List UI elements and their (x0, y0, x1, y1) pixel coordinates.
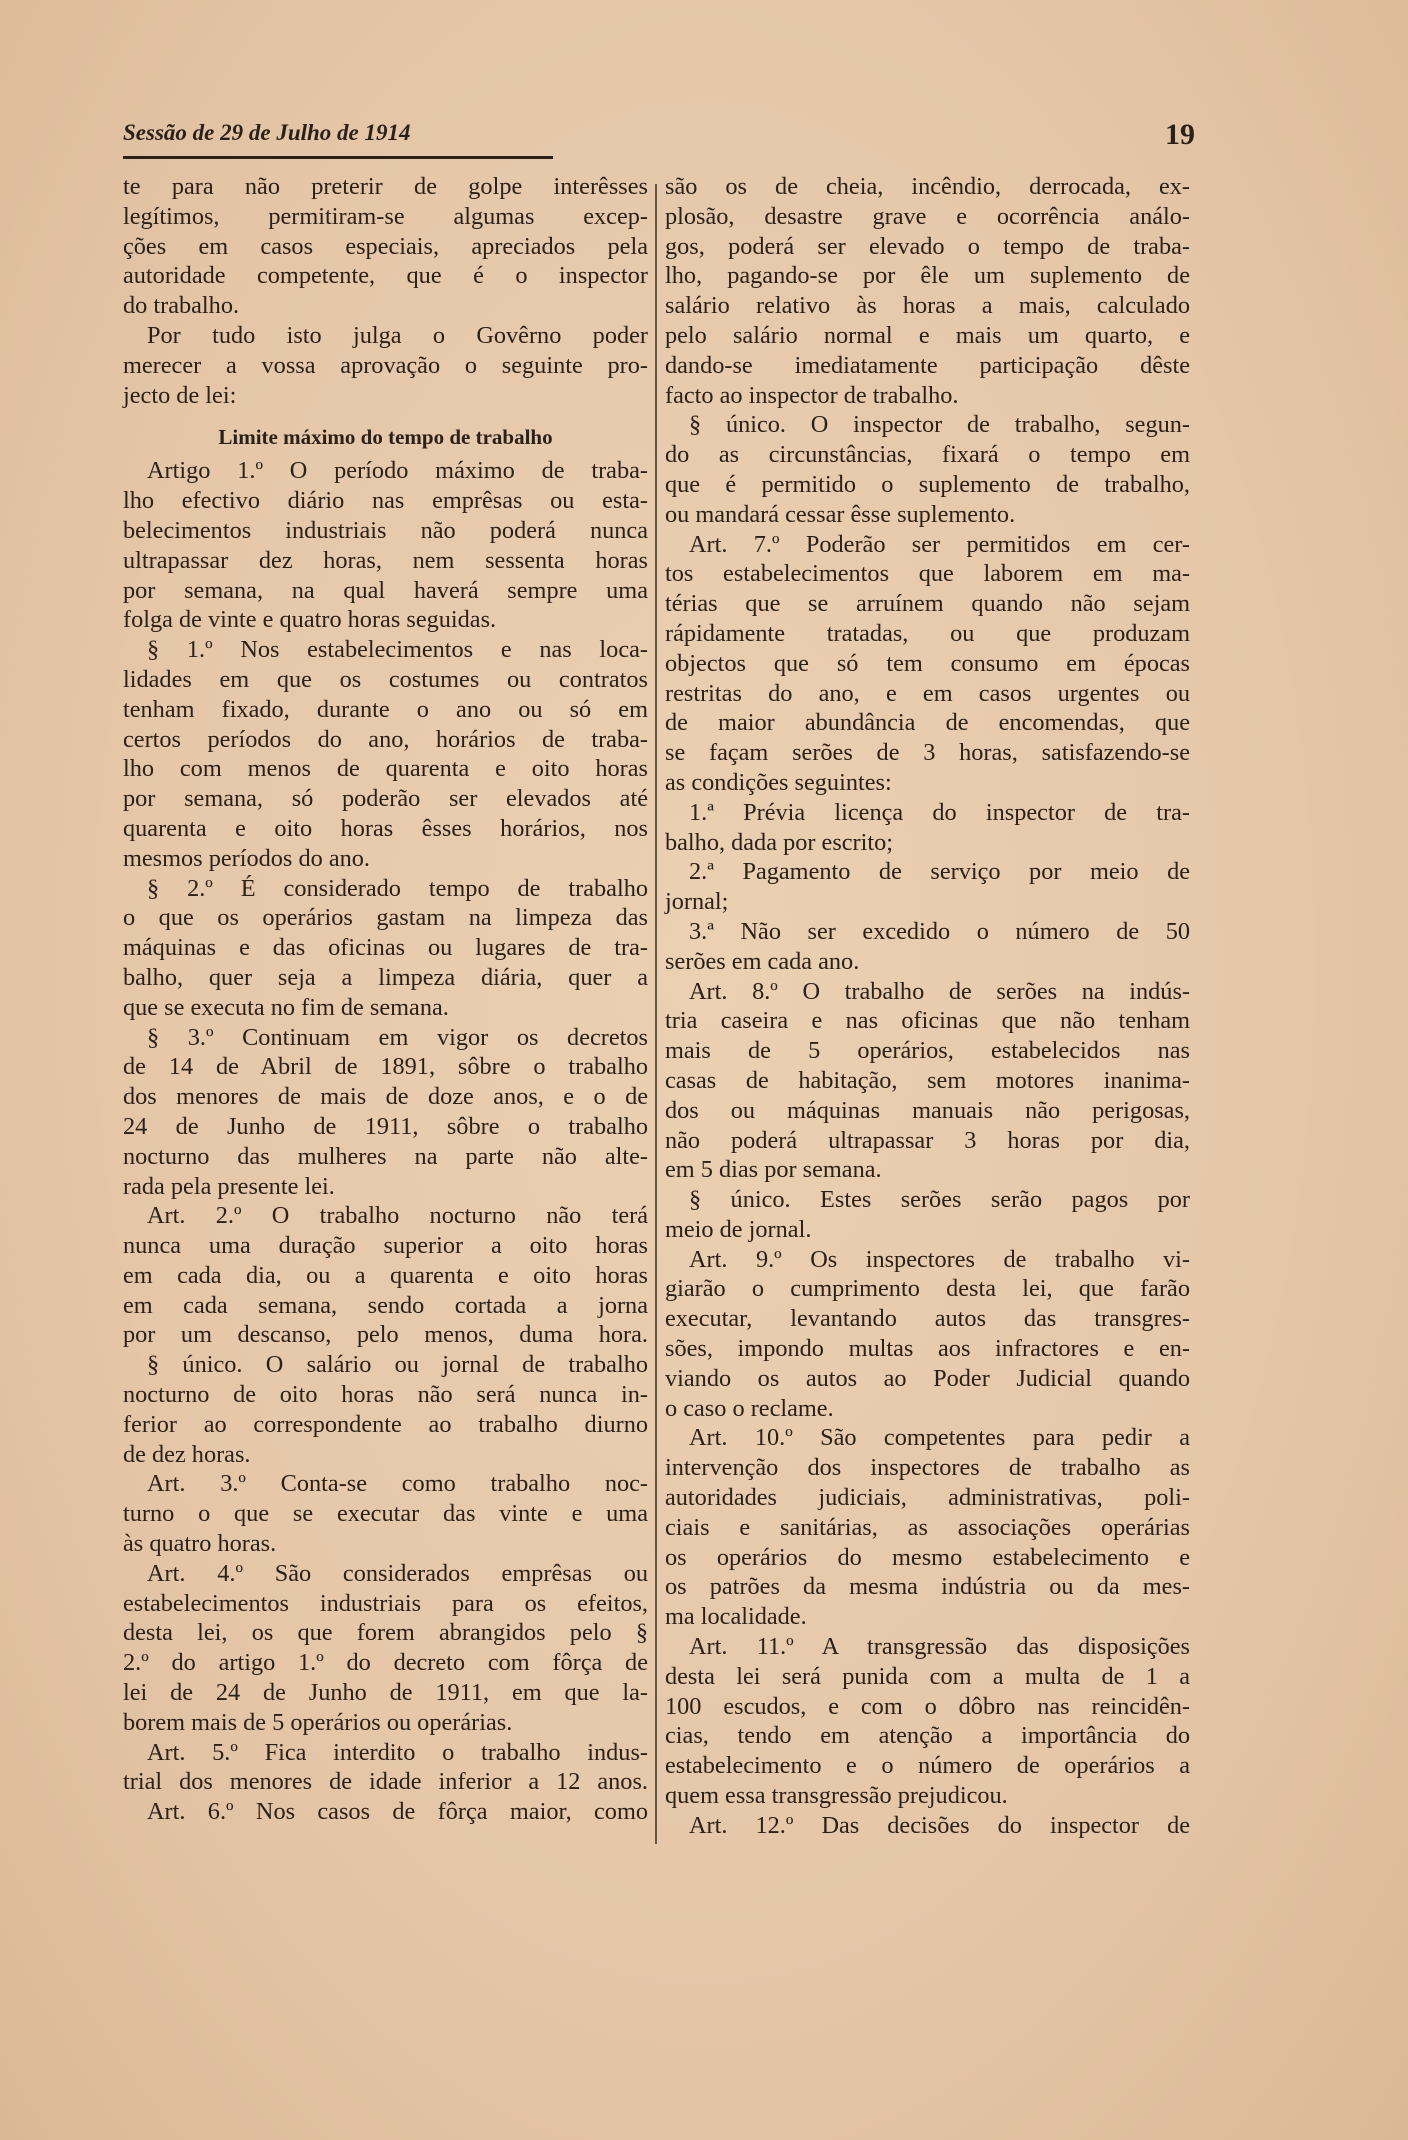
right-column (665, 172, 1190, 1841)
text-line: de 14 de Abril de 1891, sôbre o trabalho (123, 1053, 648, 1081)
text-line: às quatro horas. (123, 1530, 277, 1558)
text-line: objectos que só tem consumo em épocas (665, 649, 1190, 677)
text-line: em 5 dias por semana. (665, 1156, 882, 1184)
text-line: certos períodos do ano, horários de traba- (123, 725, 648, 753)
text-line: casas de habitação, sem motores inanima- (665, 1066, 1190, 1094)
text-line: rada pela presente lei. (123, 1172, 335, 1200)
text-line: do as circunstâncias, fixará o tempo em (665, 441, 1190, 469)
text-line: em cada semana, sendo cortada a jorna (123, 1291, 648, 1319)
text-line: § único. Estes serões serão pagos por (689, 1186, 1190, 1214)
text-line: legítimos, permitiram-se algumas excep- (123, 202, 648, 230)
text-line: ferior ao correspondente ao trabalho diurno (123, 1410, 648, 1438)
text-line: § 2.º É considerado tempo de trabalho (147, 874, 648, 902)
text-line: estabelecimentos industriais para os efeitos, (123, 1589, 648, 1617)
text-line: Por tudo isto julga o Govêrno poder (147, 321, 648, 349)
text-line: autoridades judiciais, administrativas, poli- (665, 1484, 1190, 1512)
text-line: Art. 12.º Das decisões do inspector de (689, 1811, 1190, 1839)
text-line: lho efectivo diário nas emprêsas ou esta- (123, 487, 648, 515)
text-line: do trabalho. (123, 292, 240, 320)
text-line: Art. 6.º Nos casos de fôrça maior, como (147, 1798, 648, 1826)
text-line: pelo salário normal e mais um quarto, e (665, 321, 1190, 349)
running-head: Sessão de 29 de Julho de 1914 (123, 120, 411, 145)
text-line: Art. 2.º O trabalho nocturno não terá (147, 1202, 648, 1230)
text-line: salário relativo às horas a mais, calculado (665, 292, 1190, 320)
text-line: sões, impondo multas aos infractores e en- (665, 1335, 1190, 1363)
text-line: de dez horas. (123, 1440, 251, 1468)
text-line: giarão o cumprimento desta lei, que farão (665, 1275, 1190, 1303)
column-divider (655, 184, 657, 1844)
text-line: nocturno de oito horas não será nunca in- (123, 1381, 648, 1409)
text-line: os operários do mesmo estabelecimento e (665, 1543, 1190, 1571)
text-line: 2.ª Pagamento de serviço por meio de (689, 858, 1190, 886)
text-line: 100 escudos, e com o dôbro nas reincidên- (665, 1692, 1190, 1720)
text-line: mais de 5 operários, estabelecidos nas (665, 1037, 1190, 1065)
text-line: te para não preterir de golpe interêsses (123, 173, 648, 200)
text-line: os patrões da mesma indústria ou da mes- (665, 1573, 1190, 1601)
section-heading: Limite máximo do tempo de trabalho (218, 425, 553, 450)
text-line: mesmos períodos do ano. (123, 844, 370, 872)
text-line: se façam serões de 3 horas, satisfazendo-se (665, 739, 1190, 767)
text-line: autoridade competente, que é o inspector (123, 262, 648, 290)
text-line: lho com menos de quarenta e oito horas (123, 755, 648, 783)
text-line: trial dos menores de idade inferior a 12 anos. (123, 1768, 648, 1796)
text-line: o que os operários gastam na limpeza das (123, 904, 648, 932)
text-line: jecto de lei: (123, 381, 237, 409)
text-line: Art. 11.º A transgressão das disposições (689, 1633, 1190, 1661)
text-line: que é permitido o suplemento de trabalho, (665, 470, 1190, 498)
text-line: lidades em que os costumes ou contratos (123, 665, 648, 693)
text-line: Art. 4.º São considerados emprêsas ou (147, 1559, 648, 1587)
text-line: por semana, na qual haverá sempre uma (123, 576, 648, 604)
text-line: balho, quer seja a limpeza diária, quer a (123, 963, 648, 991)
text-line: 3.ª Não ser excedido o número de 50 (689, 917, 1190, 945)
text-line: ciais e sanitárias, as associações operárias (665, 1513, 1190, 1541)
text-line: em cada dia, ou a quarenta e oito horas (123, 1261, 648, 1289)
text-line: 1.ª Prévia licença do inspector de tra- (689, 798, 1190, 826)
text-line: dos menores de mais de doze anos, e o de (123, 1083, 648, 1111)
text-line: nocturno das mulheres na parte não alte- (123, 1142, 648, 1170)
text-line: estabelecimento e o número de operários a (665, 1752, 1190, 1780)
text-line: meio de jornal. (665, 1215, 812, 1243)
text-line: nunca uma duração superior a oito horas (123, 1232, 648, 1260)
text-line: rápidamente tratadas, ou que produzam (665, 619, 1190, 647)
text-line: ultrapassar dez horas, nem sessenta horas (123, 546, 648, 574)
text-line: § 1.º Nos estabelecimentos e nas loca- (147, 636, 648, 664)
text-line: Art. 3.º Conta-se como trabalho noc- (147, 1470, 648, 1498)
text-line: restritas do ano, e em casos urgentes ou (665, 679, 1190, 707)
text-line: folga de vinte e quatro horas seguidas. (123, 606, 497, 634)
text-line: são os de cheia, incêndio, derrocada, ex- (665, 173, 1190, 200)
text-line: turno o que se executar das vinte e uma (123, 1500, 648, 1528)
text-line: que se executa no fim de semana. (123, 993, 449, 1021)
text-line: serões em cada ano. (665, 947, 860, 975)
text-line: Art. 8.º O trabalho de serões na indús- (689, 977, 1190, 1005)
text-line: desta lei será punida com a multa de 1 a (665, 1662, 1190, 1690)
text-line: borem mais de 5 operários ou operárias. (123, 1708, 513, 1736)
text-line: ma localidade. (665, 1603, 807, 1631)
text-line: facto ao inspector de trabalho. (665, 381, 959, 409)
text-line: máquinas e das oficinas ou lugares de tra- (123, 934, 648, 962)
text-line: tos estabelecimentos que laborem em ma- (665, 560, 1190, 588)
page-number: 19 (1165, 118, 1195, 151)
text-line: lho, pagando-se por êle um suplemento de (665, 262, 1190, 290)
text-line: § único. O salário ou jornal de trabalho (147, 1351, 648, 1379)
text-line: Artigo 1.º O período máximo de traba- (147, 457, 648, 485)
text-line: tria caseira e nas oficinas que não tenham (665, 1007, 1190, 1035)
text-line: quem essa transgressão prejudicou. (665, 1782, 1008, 1810)
text-line: viando os autos ao Poder Judicial quando (665, 1364, 1190, 1392)
text-line: de maior abundância de encomendas, que (665, 709, 1190, 737)
text-line: térias que se arruínem quando não sejam (665, 590, 1190, 618)
text-line: não poderá ultrapassar 3 horas por dia, (665, 1126, 1190, 1154)
text-line: cias, tendo em atenção a importância do (665, 1722, 1190, 1750)
text-line: § 3.º Continuam em vigor os decretos (147, 1023, 648, 1051)
text-line: por um descanso, pelo menos, duma hora. (123, 1321, 648, 1349)
text-line: 2.º do artigo 1.º do decreto com fôrça de (123, 1649, 648, 1677)
text-line: lei de 24 de Junho de 1911, em que la- (123, 1679, 648, 1707)
text-line: dando-se imediatamente participação dêste (665, 351, 1190, 379)
text-line: as condições seguintes: (665, 768, 892, 796)
text-line: quarenta e oito horas êsses horários, nos (123, 814, 648, 842)
text-line: jornal; (665, 888, 729, 916)
left-column (123, 172, 648, 1827)
text-line: belecimentos industriais não poderá nunca (123, 516, 648, 544)
text-line: Art. 5.º Fica interdito o trabalho indus- (147, 1738, 648, 1766)
header-rule (123, 156, 553, 159)
text-line: Art. 10.º São competentes para pedir a (689, 1424, 1190, 1452)
text-line: tenham fixado, durante o ano ou só em (123, 695, 648, 723)
text-line: merecer a vossa aprovação o seguinte pro- (123, 351, 648, 379)
text-line: dos ou máquinas manuais não perigosas, (665, 1096, 1190, 1124)
text-line: 24 de Junho de 1911, sôbre o trabalho (123, 1112, 648, 1140)
text-line: o caso o reclame. (665, 1394, 834, 1422)
text-line: executar, levantando autos das transgres- (665, 1305, 1190, 1333)
text-line: Art. 7.º Poderão ser permitidos em cer- (689, 530, 1190, 558)
text-line: gos, poderá ser elevado o tempo de traba- (665, 232, 1190, 260)
text-line: § único. O inspector de trabalho, segun- (689, 411, 1190, 439)
text-line: desta lei, os que forem abrangidos pelo § (123, 1619, 648, 1647)
text-line: balho, dada por escrito; (665, 828, 894, 856)
text-line: Art. 9.º Os inspectores de trabalho vi- (689, 1245, 1190, 1273)
text-line: ções em casos especiais, apreciados pela (123, 232, 648, 260)
text-line: plosão, desastre grave e ocorrência análo- (665, 202, 1190, 230)
text-line: ou mandará cessar êsse suplemento. (665, 500, 1016, 528)
text-line: intervenção dos inspectores de trabalho as (665, 1454, 1190, 1482)
text-line: por semana, só poderão ser elevados até (123, 785, 648, 813)
